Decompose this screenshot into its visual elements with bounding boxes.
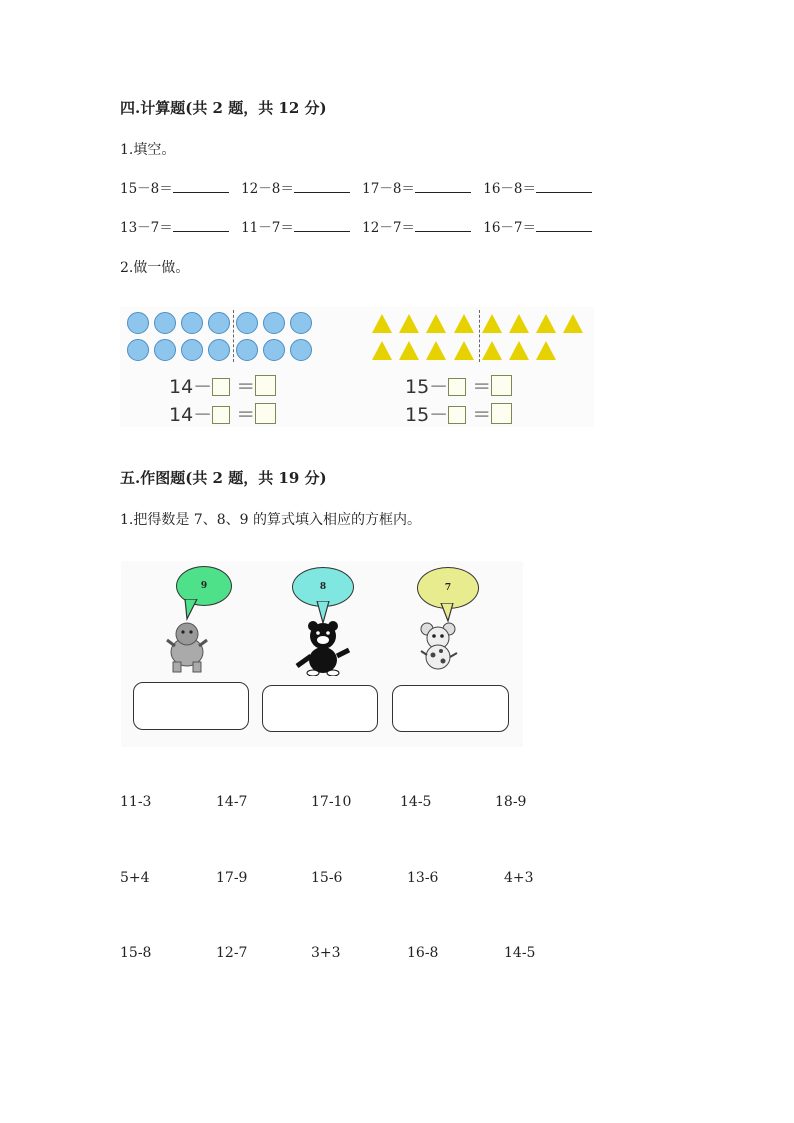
circle-icon: [181, 312, 203, 334]
right-expression-1: [405, 372, 512, 399]
triangle-icon: [509, 314, 529, 333]
triangle-icon: [509, 341, 529, 360]
equals-sign: ＝: [472, 404, 492, 426]
triangle-icon: [399, 341, 419, 360]
dashed-divider: [479, 310, 480, 362]
equals-sign: ＝: [236, 376, 256, 398]
triangle-icon: [454, 314, 474, 333]
answer-blank[interactable]: [294, 219, 350, 232]
left-expression-2: [169, 400, 276, 427]
answer-box[interactable]: [491, 375, 512, 396]
circle-icon: [290, 312, 312, 334]
circle-icon: [263, 339, 285, 361]
dashed-divider: [233, 310, 234, 362]
expression-item[interactable]: 16-8: [407, 945, 439, 961]
expression-text: 14－: [169, 404, 213, 426]
answer-blank[interactable]: [536, 180, 592, 193]
triangle-icon: [536, 314, 556, 333]
answer-box-9[interactable]: [133, 682, 249, 730]
answer-box[interactable]: [212, 378, 230, 396]
expression-item[interactable]: 15-8: [120, 945, 152, 961]
answer-blank[interactable]: [294, 180, 350, 193]
equation: 12－7＝: [362, 220, 415, 236]
bubble-number: 7: [444, 583, 452, 593]
triangle-icon: [454, 341, 474, 360]
answer-box[interactable]: [255, 375, 276, 396]
bubble-number: 9: [200, 581, 208, 591]
section5-title: 五.作图题(共 2 题，共 19 分): [120, 469, 327, 487]
circle-icon: [181, 339, 203, 361]
answer-box-8[interactable]: [262, 685, 378, 732]
q1-label: 1.填空。: [120, 142, 176, 158]
expression-item[interactable]: 14-7: [216, 794, 248, 810]
circle-icon: [290, 339, 312, 361]
circle-icon: [208, 339, 230, 361]
equation-row-1: [120, 177, 592, 197]
answer-box[interactable]: [255, 403, 276, 424]
answer-blank[interactable]: [415, 219, 471, 232]
circle-icon: [154, 312, 176, 334]
answer-blank[interactable]: [173, 180, 229, 193]
right-expression-2: [405, 400, 512, 427]
circle-icon: [154, 339, 176, 361]
answer-box[interactable]: [448, 406, 466, 424]
equation: 15－8＝: [120, 181, 173, 197]
section4-title: 四.计算题(共 2 题，共 12 分): [120, 99, 327, 117]
expression-item[interactable]: 14-5: [504, 945, 536, 961]
equation: 16－8＝: [483, 181, 537, 197]
triangle-icon: [399, 314, 419, 333]
triangle-icon: [372, 314, 392, 333]
circle-icon: [263, 312, 285, 334]
equation: 17－8＝: [362, 181, 415, 197]
expression-item[interactable]: 18-9: [495, 794, 527, 810]
answer-box[interactable]: [491, 403, 512, 424]
giraffe-icon: [159, 618, 214, 673]
subtraction-figure: [120, 307, 594, 427]
triangle-icon: [482, 341, 502, 360]
expression-text: 15－: [405, 404, 449, 426]
triangle-icon: [563, 314, 583, 333]
expression-item[interactable]: 15-6: [311, 870, 343, 886]
circle-icon: [127, 312, 149, 334]
answer-box-7[interactable]: [392, 685, 509, 732]
triangle-icon: [372, 341, 392, 360]
expression-item[interactable]: 13-6: [407, 870, 439, 886]
answer-blank[interactable]: [173, 219, 229, 232]
answer-box[interactable]: [448, 378, 466, 396]
circle-icon: [236, 339, 258, 361]
q1-label: 1.把得数是 7、8、9 的算式填入相应的方框内。: [120, 512, 421, 528]
expression-item[interactable]: 3+3: [311, 945, 341, 961]
bubble-tail-icon: [439, 603, 455, 623]
expression-item[interactable]: 4+3: [504, 870, 534, 886]
answer-blank[interactable]: [415, 180, 471, 193]
circle-icon: [236, 312, 258, 334]
expression-item[interactable]: 11-3: [120, 794, 152, 810]
equals-sign: ＝: [472, 376, 492, 398]
answer-box[interactable]: [212, 406, 230, 424]
animals-figure: [121, 561, 523, 747]
equation: 11－7＝: [241, 220, 294, 236]
triangle-icon: [426, 314, 446, 333]
equation: 12－8＝: [241, 181, 294, 197]
circle-icon: [127, 339, 149, 361]
equals-sign: ＝: [236, 404, 256, 426]
triangle-icon: [426, 341, 446, 360]
answer-blank[interactable]: [536, 219, 592, 232]
expression-item[interactable]: 14-5: [400, 794, 432, 810]
mouse-icon: [413, 621, 463, 673]
bubble-number: 8: [319, 582, 327, 592]
expression-text: 14－: [169, 376, 213, 398]
equation: 13－7＝: [120, 220, 173, 236]
triangle-icon: [536, 341, 556, 360]
circle-icon: [208, 312, 230, 334]
expression-item[interactable]: 5+4: [120, 870, 150, 886]
expression-text: 15－: [405, 376, 449, 398]
bear-icon: [293, 618, 353, 676]
expression-item[interactable]: 12-7: [216, 945, 248, 961]
left-expression-1: [169, 372, 276, 399]
triangle-icon: [482, 314, 502, 333]
equation: 16－7＝: [483, 220, 537, 236]
q2-label: 2.做一做。: [120, 260, 190, 276]
expression-item[interactable]: 17-10: [311, 794, 352, 810]
equation-row-2: [120, 216, 592, 236]
expression-item[interactable]: 17-9: [216, 870, 248, 886]
